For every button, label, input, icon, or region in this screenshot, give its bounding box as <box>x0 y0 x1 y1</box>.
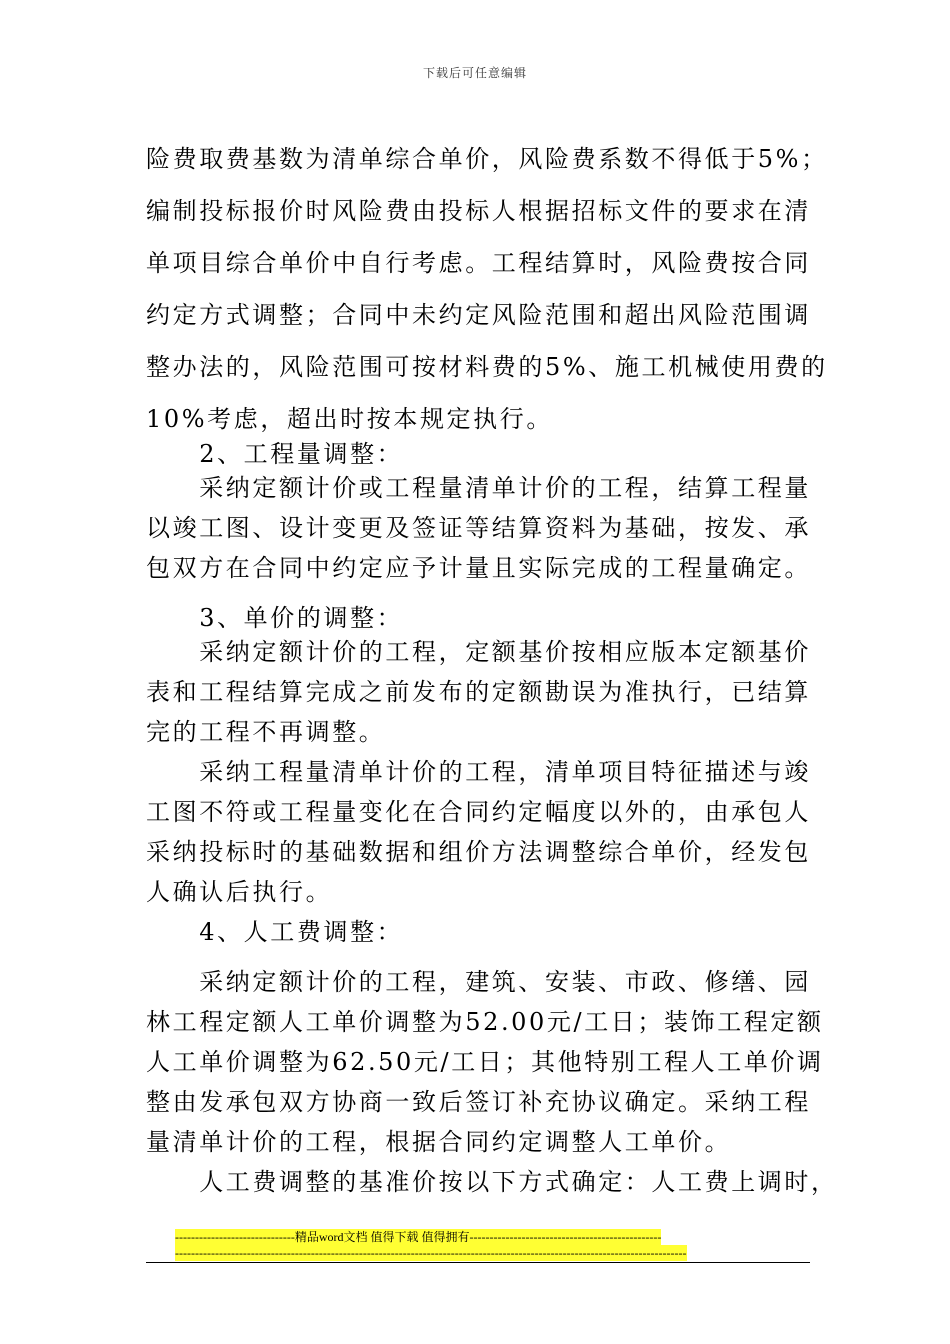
text-line: 完的工程不再调整。 <box>146 718 386 746</box>
paragraph-block <box>146 910 810 954</box>
text-line: 以竣工图、设计变更及签证等结算资料为基础，按发、承 <box>146 514 811 542</box>
paragraph-block <box>146 133 828 445</box>
text-line: 包双方在合同中约定应予计量且实际完成的工程量确定。 <box>146 554 811 582</box>
text-line: 2、工程量调整： <box>146 440 404 468</box>
text-line: 4、人工费调整： <box>146 918 404 946</box>
text-line: 采纳定额计价的工程，定额基价按相应版本定额基价 <box>146 638 811 666</box>
text-line: 10%考虑，超出时按本规定执行。 <box>146 405 553 433</box>
paragraph-block <box>146 962 838 1202</box>
text-line: 整由发承包双方协商一致后签订补充协议确定。采纳工程 <box>146 1088 811 1116</box>
text-line: 3、单价的调整： <box>146 604 404 632</box>
footer-banner-line-2: -------------------------------------------------------------------------------------------------------------------------------- <box>175 1246 687 1260</box>
paragraph-block <box>146 632 810 912</box>
footer-divider <box>146 1262 810 1263</box>
text-line: 整办法的，风险范围可按材料费的5%、施工机械使用费的 <box>146 353 828 381</box>
footer-banner-line-1: ------------------------------精品word文档 值得下载 值得拥有------------------------------------------------ <box>175 1230 662 1244</box>
text-line: 采纳定额计价的工程，建筑、安装、市政、修缮、园 <box>146 968 811 996</box>
text-line: 人工单价调整为62.50元/工日；其他特别工程人工单价调 <box>146 1048 824 1076</box>
paragraph-block <box>146 468 810 588</box>
text-line: 量清单计价的工程，根据合同约定调整人工单价。 <box>146 1128 732 1156</box>
page-header-note: 下载后可任意编辑 <box>422 66 527 80</box>
text-line: 采纳工程量清单计价的工程，清单项目特征描述与竣 <box>146 758 811 786</box>
text-line: 采纳投标时的基础数据和组价方法调整综合单价，经发包 <box>146 838 811 866</box>
text-line: 人确认后执行。 <box>146 878 333 906</box>
text-line: 表和工程结算完成之前发布的定额勘误为准执行，已结算 <box>146 678 811 706</box>
text-line: 工图不符或工程量变化在合同约定幅度以外的，由承包人 <box>146 798 811 826</box>
text-line: 约定方式调整；合同中未约定风险范围和超出风险范围调 <box>146 301 811 329</box>
text-line: 人工费调整的基准价按以下方式确定：人工费上调时， <box>146 1168 838 1196</box>
text-line: 险费取费基数为清单综合单价，风险费系数不得低于5%； <box>146 145 828 173</box>
text-line: 编制投标报价时风险费由投标人根据招标文件的要求在清 <box>146 197 811 225</box>
text-line: 单项目综合单价中自行考虑。工程结算时，风险费按合同 <box>146 249 811 277</box>
text-line: 林工程定额人工单价调整为52.00元/工日；装饰工程定额 <box>146 1008 824 1036</box>
footer-banner <box>175 1229 775 1261</box>
text-line: 采纳定额计价或工程量清单计价的工程，结算工程量 <box>146 474 811 502</box>
